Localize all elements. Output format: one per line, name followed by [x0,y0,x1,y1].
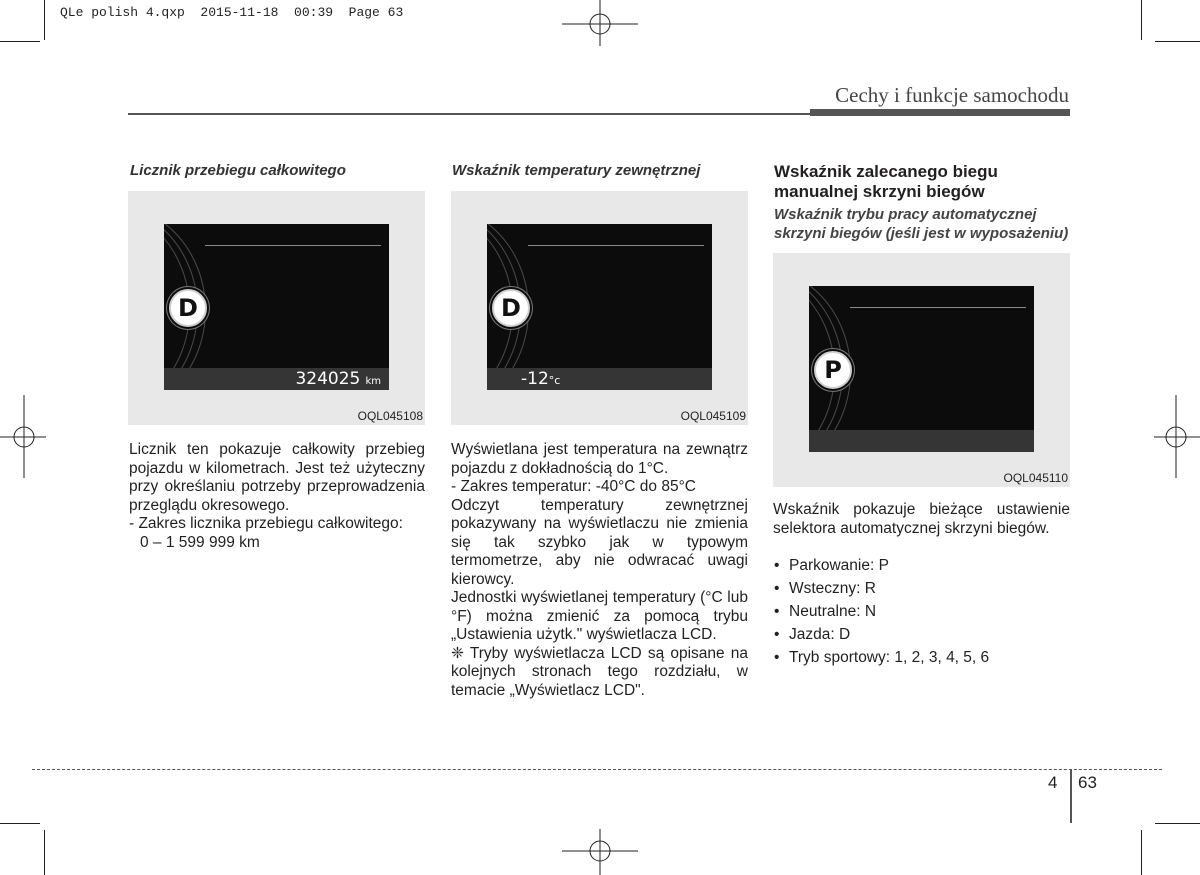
gear-indicator-d-icon: D [169,289,207,327]
outside-temp-figure [451,191,748,425]
temperature-readout: -12°c [521,369,561,389]
cluster-display [487,224,712,390]
page-number: 63 [1078,773,1097,792]
list-item: • Jazda: D [773,623,1070,646]
odometer-readout: 324025 km [295,369,381,389]
running-header-title: Cechy i funkcje samochodu [835,83,1069,107]
gear-position-figure [773,253,1070,487]
outside-temp-heading: Wskaźnik temperatury zewnętrznej [452,162,701,179]
header-rule-accent [810,109,1070,116]
gear-indicator-title: Wskaźnik zalecanego biegu manualnej skrzyni biegów [774,162,998,201]
odometer-figure [128,191,425,425]
header-rule [128,113,810,115]
page-number-separator [1070,769,1072,823]
cluster-display [164,224,389,390]
chapter-number: 4 [1048,773,1058,792]
odometer-text: Licznik ten pokazuje całkowity przebieg pojazdu w kilometrach. Jest też użyteczny przy określaniu potrzeby przeprowadzenia przeglądu okresowego. - Zakres licznika przebiegu całkowitego: 0 – 1 599 999 km [129,441,425,551]
gear-indicator-p-icon: P [814,351,852,389]
print-slug: QLe polish 4.qxp 2015-11-18 00:39 Page 63 [60,5,404,20]
gear-indicator-d-icon: D [492,289,530,327]
figure-code: OQL045110 [1003,471,1068,485]
outside-temp-text: Wyświetlana jest temperatura na zewnątrz pojazdu z dokładnością do 1°C. - Zakres temperatur: -40°C do 85°C Odczyt temperatury zewnętrznej pokazywany na wyświetlaczu nie zmienia się tak szybko jak w typowym termometrze, aby nie odwracać uwagi kierowcy. Jednostki wyświetlanej temperatury (°C lub °F) można zmienić za pomocą trybu „Ustawienia użytk." wyświetlacza LCD. ❈ Tryby wyświetlacza LCD są opisane na kolejnych stronach tego rozdziału, w temacie „Wyświetlacz LCD". [451,441,748,699]
list-item: • Tryb sportowy: 1, 2, 3, 4, 5, 6 [773,646,1070,669]
footer-rule [32,769,1162,770]
gear-indicator-subtitle: Wskaźnik trybu pracy automatycznej skrzyni biegów (jeśli jest w wyposażeniu) [774,206,1069,242]
list-item: • Parkowanie: P [773,554,1070,577]
list-item: • Neutralne: N [773,600,1070,623]
figure-code: OQL045109 [680,409,746,423]
figure-code: OQL045108 [357,409,423,423]
gear-positions-list [773,554,1070,669]
gear-indicator-text: Wskaźnik pokazuje bieżące ustawienie selektora automatycznej skrzyni biegów. [773,501,1070,537]
odometer-heading: Licznik przebiegu całkowitego [130,162,346,179]
cluster-display [809,286,1034,452]
list-item: • Wsteczny: R [773,577,1070,600]
